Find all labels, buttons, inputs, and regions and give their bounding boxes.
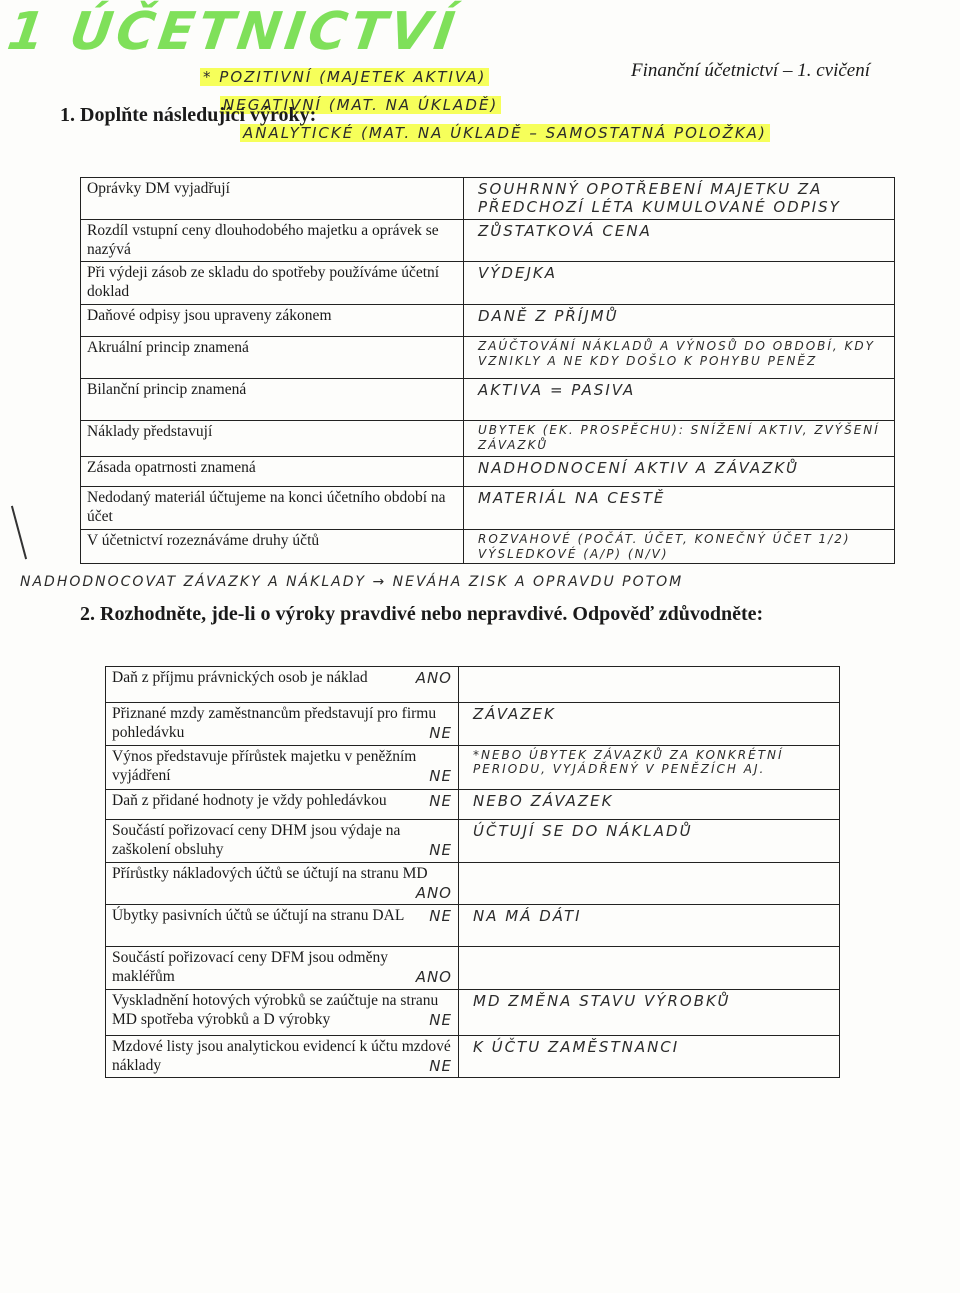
verdict: NE bbox=[429, 840, 452, 859]
answer-cell bbox=[459, 667, 840, 703]
table-row bbox=[106, 703, 840, 746]
table-row bbox=[81, 530, 895, 564]
table-row bbox=[81, 178, 895, 220]
verdict: NE bbox=[429, 1010, 452, 1029]
answer-cell: SOUHRNNÝ OPOTŘEBENÍ MAJETKU ZA PŘEDCHOZÍ LÉTA KUMULOVANÉ ODPISY bbox=[464, 178, 895, 220]
question-cell: Rozdíl vstupní ceny dlouhodobého majetku a oprávek se nazývá bbox=[81, 219, 464, 262]
task1-table bbox=[80, 177, 895, 564]
question-cell: Výnos představuje přírůstek majetku v peněžním vyjádření NE bbox=[106, 745, 459, 789]
verdict: NE bbox=[429, 1056, 452, 1075]
answer-cell: AKTIVA = PASIVA bbox=[464, 379, 895, 421]
answer-cell: ROZVAHOVÉ (POČÁT. ÚČET, KONEČNÝ ÚČET 1/2) VÝSLEDKOVÉ (A/P) (N/V) bbox=[464, 530, 895, 564]
table-row bbox=[106, 862, 840, 904]
table-row bbox=[106, 819, 840, 862]
answer-cell: MD ZMĚNA STAVU VÝROBKŮ bbox=[459, 989, 840, 1035]
task1-heading: 1. Doplňte následující výroky: bbox=[60, 104, 317, 126]
answer-cell: ZAÚČTOVÁNÍ NÁKLADŮ A VÝNOSŮ DO OBDOBÍ, KDY VZNIKLY A NE KDY DOŠLO K POHYBU PENĚZ bbox=[464, 337, 895, 379]
question-cell: V účetnictví rozeznáváme druhy účtů bbox=[81, 530, 464, 564]
question-cell: Náklady představují bbox=[81, 421, 464, 457]
answer-cell: MATERIÁL NA CESTĚ bbox=[464, 487, 895, 530]
header-course-label: Finanční účetnictví – 1. cvičení bbox=[631, 60, 870, 81]
question-cell: Akruální princip znamená bbox=[81, 337, 464, 379]
handwritten-title: 1 ÚČETNICTVÍ bbox=[3, 2, 462, 62]
question-cell: Vyskladnění hotových výrobků se zaúčtuje na stranu MD spotřeba výrobků a D výrobky NE bbox=[106, 989, 459, 1035]
question-cell: Součástí pořizovací ceny DHM jsou výdaje na zaškolení obsluhy NE bbox=[106, 819, 459, 862]
verdict: NE bbox=[429, 906, 452, 925]
table-row bbox=[81, 337, 895, 379]
answer-cell: ÚČTUJÍ SE DO NÁKLADŮ bbox=[459, 819, 840, 862]
table-row bbox=[81, 457, 895, 487]
table-row bbox=[106, 667, 840, 703]
task2-table bbox=[105, 666, 840, 1078]
answer-cell: ZÁVAZEK bbox=[459, 703, 840, 746]
question-cell: Úbytky pasivních účtů se účtují na stranu DAL NE bbox=[106, 904, 459, 946]
note-negative: NEGATIVNÍ (MAT. NA ÚKLADĚ) bbox=[220, 96, 501, 114]
question-cell: Přírůstky nákladových účtů se účtují na stranu MD ANO bbox=[106, 862, 459, 904]
verdict: NE bbox=[429, 791, 452, 810]
question-cell: Daň z příjmu právnických osob je náklad ANO bbox=[106, 667, 459, 703]
table-row bbox=[106, 1035, 840, 1078]
question-cell: Daň z přidané hodnoty je vždy pohledávkou NE bbox=[106, 789, 459, 819]
table-row bbox=[106, 946, 840, 989]
answer-cell: ZŮSTATKOVÁ CENA bbox=[464, 219, 895, 262]
question-cell: Nedodaný materiál účtujeme na konci účetního období na účet bbox=[81, 487, 464, 530]
answer-cell: NADHODNOCENÍ AKTIV A ZÁVAZKŮ bbox=[464, 457, 895, 487]
verdict: ANO bbox=[415, 669, 452, 687]
answer-cell: K ÚČTU ZAMĚSTNANCI bbox=[459, 1035, 840, 1078]
verdict: NE bbox=[429, 723, 452, 742]
verdict: NE bbox=[429, 766, 452, 785]
answer-cell: NEBO ZÁVAZEK bbox=[459, 789, 840, 819]
verdict: ANO bbox=[415, 967, 452, 986]
table-row bbox=[81, 487, 895, 530]
answer-cell: *NEBO ÚBYTEK ZÁVAZKŮ ZA KONKRÉTNÍ PERIODU, VYJÁDŘENÝ V PENĚZÍCH AJ. bbox=[459, 745, 840, 789]
note-analytic: ANALYTICKÉ (MAT. NA ÚKLADĚ – SAMOSTATNÁ POLOŽKA) bbox=[240, 124, 770, 142]
task2-heading: 2. Rozhodněte, jde-li o výroky pravdivé nebo nepravdivé. Odpověď zdůvodněte: bbox=[80, 603, 764, 625]
table-row bbox=[106, 745, 840, 789]
table-row bbox=[106, 989, 840, 1035]
verdict: ANO bbox=[415, 883, 452, 902]
table-row bbox=[106, 789, 840, 819]
answer-cell: NA MÁ DÁTI bbox=[459, 904, 840, 946]
table-row bbox=[81, 219, 895, 262]
question-cell: Součástí pořizovací ceny DFM jsou odměny makléřům ANO bbox=[106, 946, 459, 989]
table-row bbox=[81, 379, 895, 421]
question-cell: Mzdové listy jsou analytickou evidencí k účtu mzdové náklady NE bbox=[106, 1035, 459, 1078]
question-cell: Při výdeji zásob ze skladu do spotřeby používáme účetní doklad bbox=[81, 262, 464, 305]
answer-cell: DANĚ Z PŘÍJMŮ bbox=[464, 305, 895, 337]
question-cell: Daňové odpisy jsou upraveny zákonem bbox=[81, 305, 464, 337]
table-row bbox=[81, 421, 895, 457]
table-row bbox=[81, 262, 895, 305]
margin-arrow bbox=[11, 506, 27, 560]
answer-cell bbox=[459, 862, 840, 904]
question-cell: Oprávky DM vyjadřují bbox=[81, 178, 464, 220]
question-cell: Zásada opatrnosti znamená bbox=[81, 457, 464, 487]
question-cell: Bilanční princip znamená bbox=[81, 379, 464, 421]
answer-cell: UBYTEK (EK. PROSPĚCHU): SNÍŽENÍ AKTIV, ZVÝŠENÍ ZÁVAZKŮ bbox=[464, 421, 895, 457]
question-cell: Přiznané mzdy zaměstnancům představují pro firmu pohledávku NE bbox=[106, 703, 459, 746]
table-row bbox=[81, 305, 895, 337]
note-positive: * POZITIVNÍ (MAJETEK AKTIVA) bbox=[200, 68, 489, 86]
answer-cell: VÝDEJKA bbox=[464, 262, 895, 305]
answer-cell bbox=[459, 946, 840, 989]
footnote-handwritten: NADHODNOCOVAT ZÁVAZKY A NÁKLADY → NEVÁHA ZISK A OPRAVDU POTOM bbox=[20, 574, 684, 590]
table-row bbox=[106, 904, 840, 946]
